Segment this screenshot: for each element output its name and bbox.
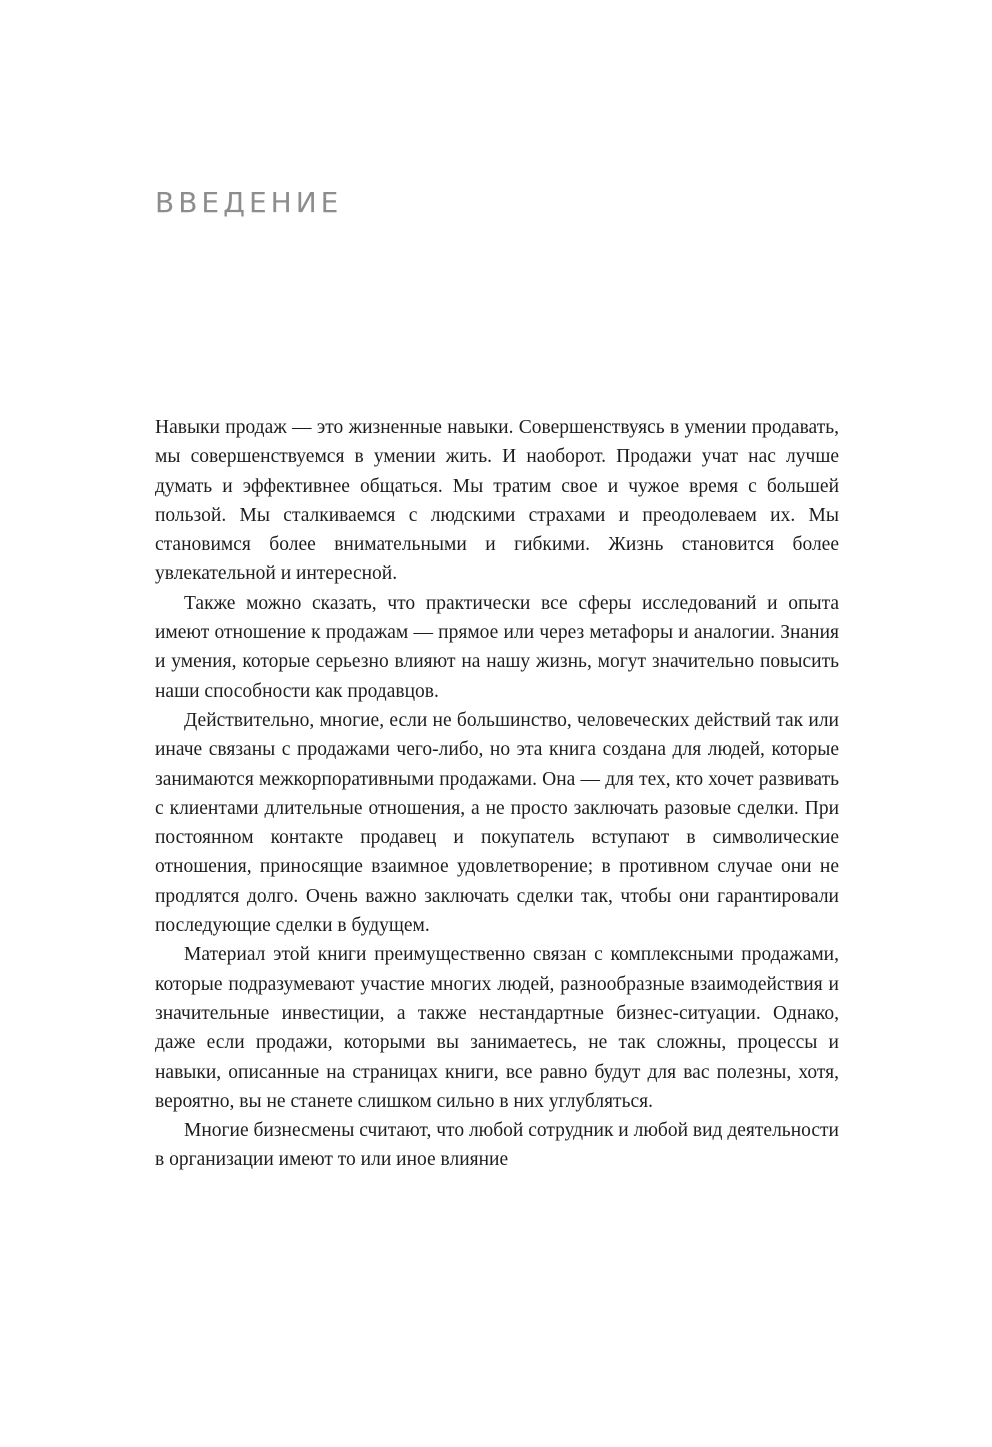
paragraph: Действительно, многие, если не большинство, человеческих действий так или иначе связаны с продажами чего-либо, но эта книга создана для людей, которые занимаются межкорпоративными продажами. Она — для тех, кто хочет развивать с клиентами длительные отношения, а не просто заключать разовые сделки. При постоянном контакте продавец и покупатель вступают в символические отношения, приносящие взаимное удовлетворение; в противном случае они не продлятся долго. Очень важно заключать сделки так, чтобы они гарантировали последующие сделки в будущем. xyxy=(155,709,839,937)
paragraph: Также можно сказать, что практически все сферы исследований и опыта имеют отношение к продажам — прямое или через метафоры и аналогии. Знания и умения, которые серьезно влияют на нашу жизнь, могут значительно повысить наши способности как продавцов. xyxy=(155,592,839,702)
paragraph: Материал этой книги преимущественно связан с комплексными продажами, которые подразумевают участие многих людей, разнообразные взаимодействия и значительные инвестиции, а также нестандартные бизнес-ситуации. Однако, даже если продажи, которыми вы занимаетесь, не так сложны, процессы и навыки, описанные на страницах книги, все равно будут для вас полезны, хотя, вероятно, вы не станете слишком сильно в них углубляться. xyxy=(155,944,839,1112)
chapter-title: ВВЕДЕНИЕ xyxy=(155,186,343,219)
paragraph: Навыки продаж — это жизненные навыки. Совершенствуясь в умении продавать, мы совершенствуемся в умении жить. И наоборот. Продажи учат нас лучше думать и эффективнее общаться. Мы тратим свое и чужое время с большей пользой. Мы сталкиваемся с людскими страхами и преодолеваем их. Мы становимся более внимательными и гибкими. Жизнь становится более увлекательной и интересной. xyxy=(155,417,839,585)
body-text xyxy=(155,413,839,1175)
paragraph: Многие бизнесмены считают, что любой сотрудник и любой вид деятельности в организации имеют то или иное влияние xyxy=(155,1120,839,1171)
